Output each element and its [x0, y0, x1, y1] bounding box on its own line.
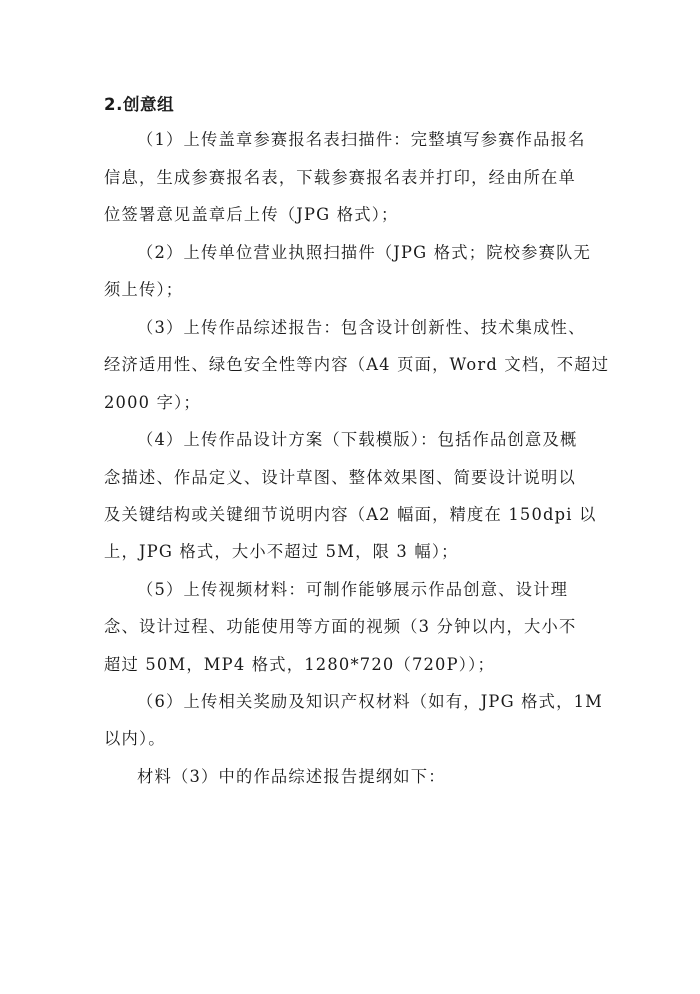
- item-2-line-1: （2）上传单位营业执照扫描件（JPG 格式；院校参赛队无: [137, 243, 592, 262]
- item-6-line-2: 以内）。: [104, 729, 166, 748]
- item-1-line-2: 信息，生成参赛报名表，下载参赛报名表并打印，经由所在单: [104, 168, 576, 187]
- item-5-line-2: 念、设计过程、功能使用等方面的视频（3 分钟以内，大小不: [104, 617, 577, 636]
- item-2-line-2: 须上传）；: [104, 280, 184, 299]
- item-1-line-3: 位签署意见盖章后上传（JPG 格式）；: [104, 205, 399, 224]
- item-5-line-3: 超过 50M，MP4 格式，1280*720（720P））；: [104, 655, 495, 674]
- item-4-line-1: （4）上传作品设计方案（下载模版）：包括作品创意及概: [137, 430, 578, 449]
- item-3-line-1: （3）上传作品综述报告：包含设计创新性、技术集成性、: [137, 318, 586, 337]
- item-4-line-4: 上，JPG 格式，大小不超过 5M，限 3 幅）；: [104, 542, 459, 561]
- outline-intro: 材料（3）中的作品综述报告提纲如下：: [137, 767, 446, 786]
- item-4-line-2: 念描述、作品定义、设计草图、整体效果图、简要设计说明以: [104, 468, 576, 487]
- item-3-line-2: 经济适用性、绿色安全性等内容（A4 页面，Word 文档，不超过: [104, 355, 610, 374]
- section-heading: 2.创意组: [104, 95, 175, 114]
- item-3-line-3: 2000 字）；: [104, 393, 201, 412]
- item-5-line-1: （5）上传视频材料：可制作能够展示作品创意、设计理: [137, 580, 569, 599]
- item-1-line-1: （1）上传盖章参赛报名表扫描件：完整填写参赛作品报名: [137, 130, 586, 149]
- item-6-line-1: （6）上传相关奖励及知识产权材料（如有，JPG 格式，1M: [137, 692, 604, 711]
- item-4-line-3: 及关键结构或关键细节说明内容（A2 幅面，精度在 150dpi 以: [104, 505, 597, 524]
